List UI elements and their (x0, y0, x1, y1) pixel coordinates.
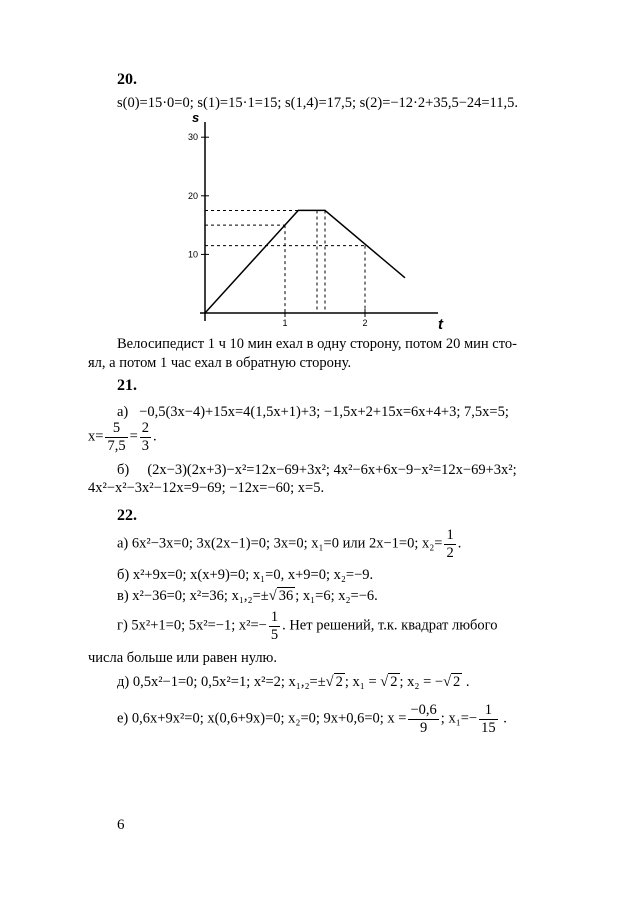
task-21-title: 21. (117, 377, 137, 394)
task-22-c-end: ; x₁=6; x₂=−6. (295, 588, 378, 604)
task-21-b-equation: (2x−3)(2x+3)−x²=12x−69+3x²; 4x²−6x+6x−9−x²=12x−69+3x²; (147, 462, 517, 478)
task-22-d-x2: ; x₂ = − (399, 674, 444, 690)
task-22-g-line-2: числа больше или равен нулю. (88, 650, 278, 666)
fraction-denominator: 3 (141, 437, 149, 454)
task-22-g-fraction (269, 610, 280, 642)
fraction-numerator: 1 (479, 703, 498, 720)
fraction-numerator: 1 (446, 527, 454, 543)
task-22-c-line: в) x²−36=0; x²=36; x₁,₂=±√ 36 ; x₁=6; x₂=−6. (117, 588, 378, 604)
task-22-d-line: д) 0,5x²−1=0; 0,5x²=1; x²=2; x₁,₂=±√ 2 ; x₁ = √ 2 ; x₂ = −√ 2 . (117, 674, 470, 690)
task-22-g-line (117, 610, 498, 642)
task-20-equation: s(0)=15·0=0; s(1)=15·1=15; s(1,4)=17,5; s(2)=−12·2+35,5−24=11,5. (117, 95, 519, 111)
page-number: 6 (117, 817, 125, 833)
y-axis-label: s (192, 110, 200, 125)
task-21-b-line-1 (117, 463, 517, 478)
fraction-denominator: 7,5 (107, 437, 126, 454)
task-22-c-text: в) x²−36=0; x²=36; x₁,₂=± (117, 588, 269, 604)
task-22-d-radicand-3: 2 (453, 674, 461, 690)
fraction-numerator: 5 (105, 421, 127, 438)
task-22-e-line (117, 703, 507, 735)
task-22-e-fraction-2 (479, 703, 498, 735)
y-tick-label: 30 (187, 132, 198, 143)
task-22-title: 22. (117, 507, 137, 524)
fraction-denominator: 5 (270, 626, 279, 643)
task-21-a-line-2 (88, 421, 157, 453)
task-21-a-x-prefix: x= (88, 428, 104, 445)
task-22-c-radicand: 36 (278, 588, 294, 604)
y-tick-label: 10 (187, 249, 198, 260)
task-20-title: 20. (117, 71, 137, 88)
fraction-denominator: 9 (420, 719, 428, 736)
task-22-a-end: . (457, 535, 462, 552)
task-20-text-line-1: Велосипедист 1 ч 10 мин ехал в одну сторону, потом 20 мин сто- (117, 336, 517, 352)
task-21-a-equals: = (129, 428, 138, 445)
task-22-e-fraction-1 (408, 703, 438, 735)
task-22-d-radicand-2: 2 (390, 674, 398, 690)
fraction-denominator: 2 (446, 544, 454, 561)
task-22-a-fraction (444, 528, 455, 560)
task-22-a-line (117, 528, 461, 560)
task-22-g-text: г) 5x²+1=0; 5x²=−1; x²=− (117, 617, 267, 634)
task-22-e-end: . (503, 710, 507, 727)
task-22-d-x1: ; x₁ = (344, 674, 381, 690)
fraction-numerator: 2 (141, 420, 149, 436)
task-22-d-end: . (465, 674, 470, 690)
task-22-d-text: д) 0,5x²−1=0; 0,5x²=1; x²=2; x₁,₂=± (117, 674, 326, 690)
task-21-a-label: а) (117, 404, 129, 420)
task-21-a-line-1 (117, 405, 509, 420)
task-21-a-fraction-2 (140, 421, 151, 453)
task-21-a-end: . (153, 428, 157, 445)
fraction-numerator: −0,6 (410, 702, 437, 718)
task-21-b-label: б) (117, 462, 130, 478)
x-tick-label: 2 (362, 318, 368, 328)
distance-series-line (205, 210, 405, 313)
fraction-denominator: 15 (481, 719, 496, 736)
task-22-a-text: а) 6x²−3x=0; 3x(2x−1)=0; 3x=0; x₁=0 или 2x−1=0; x₂= (117, 535, 443, 552)
task-22-e-text: е) 0,6x+9x²=0; x(0,6+9x)=0; x₂=0; 9x+0,6=0; x = (117, 710, 407, 727)
task-22-e-mid: ; x₁=− (440, 710, 478, 727)
task-21-a-fraction-1 (105, 421, 127, 453)
task-21-a-equation: −0,5(3x−4)+15x=4(1,5x+1)+3; −1,5x+2+15x=6x+4+3; 7,5x=5; (139, 404, 509, 420)
y-tick-label: 20 (187, 190, 198, 201)
fraction-numerator: 1 (270, 609, 279, 625)
x-tick-label: 1 (282, 318, 288, 328)
task-21-b-line-2: 4x²−x²−3x²−12x=9−69; −12x=−60; x=5. (88, 480, 325, 496)
task-22-b-line: б) x²+9x=0; x(x+9)=0; x₁=0, x+9=0; x₂=−9. (117, 567, 374, 583)
x-axis-label: t (438, 316, 443, 333)
task-22-d-radicand: 2 (335, 674, 343, 690)
task-22-g-rest: . Нет решений, т.к. квадрат любого (282, 617, 498, 634)
task-20-text-line-2: ял, а потом 1 час ехал в обратную сторону. (88, 355, 352, 371)
